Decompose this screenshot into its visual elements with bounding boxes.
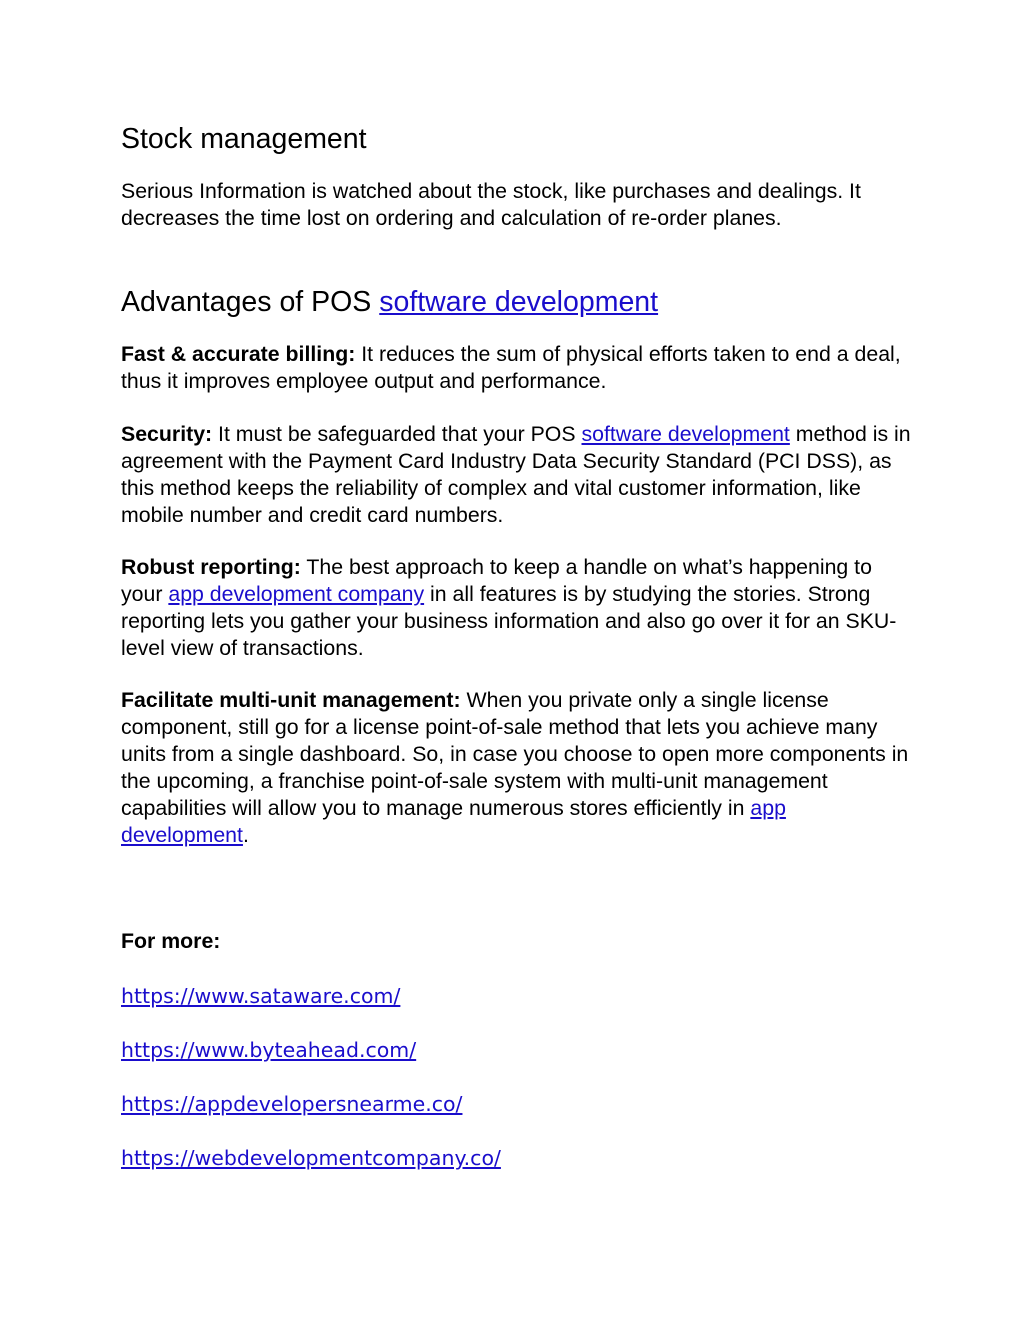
advantage-text: method is in agreement with the Payment Card Industry Data Security Standard (PCI DSS), as this method keeps the reliability of complex and vital customer information, like mobile number and credit card numbers. (121, 422, 911, 527)
webdevelopmentcompany-link[interactable]: https://webdevelopmentcompany.co/ (121, 1146, 501, 1170)
advantage-term: Robust reporting: (121, 555, 301, 579)
advantage-term: Facilitate multi-unit management: (121, 688, 461, 712)
app-development-link[interactable]: app development (121, 796, 786, 847)
advantage-text: It reduces the sum of physical efforts taken to end a deal, thus it improves employee output and performance. (121, 342, 901, 393)
software-development-title-link[interactable]: software development (379, 286, 659, 318)
app-development-company-link[interactable]: app development company (168, 582, 425, 606)
advantage-text: in all features is by studying the stories. Strong reporting lets you gather your business information and also go over it for an SKU-level view of transactions. (121, 582, 897, 660)
advantage-term: Fast & accurate billing: (121, 342, 356, 366)
byteahead-link[interactable]: https://www.byteahead.com/ (121, 1038, 417, 1062)
stock-management-paragraph: Serious Information is watched about the stock, like purchases and dealings. It decreases the time lost on ordering and calculation of re-order planes. (121, 179, 861, 230)
software-development-link[interactable]: software development (581, 422, 790, 446)
advantage-term: Security: (121, 422, 213, 446)
advantage-text: . (242, 823, 249, 847)
sataware-link[interactable]: https://www.sataware.com/ (121, 984, 401, 1008)
for-more-label: For more: (121, 929, 221, 953)
advantage-text: The best approach to keep a handle on what’s happening to your (121, 555, 872, 606)
advantage-text: It must be safeguarded that your POS (212, 422, 582, 446)
appdevelopersnearme-link[interactable]: https://appdevelopersnearme.co/ (121, 1092, 463, 1116)
advantage-text: When you private only a single license component, still go for a license point-of-sale method that lets you achieve many units from a single dashboard. So, in case you choose to open more components in the upcoming, a franchise point-of-sale system with multi-unit management capabilities will allow you to manage numerous stores efficiently in (121, 688, 909, 820)
section-title-advantages (121, 285, 658, 319)
advantages-title-text: Advantages of POS (121, 286, 380, 318)
advantage-item-reporting (121, 554, 911, 662)
advantage-item-multi-unit (121, 687, 911, 849)
advantage-item-security (121, 421, 911, 529)
section-title-stock-management: Stock management (121, 123, 367, 155)
advantage-item-billing (121, 341, 911, 395)
